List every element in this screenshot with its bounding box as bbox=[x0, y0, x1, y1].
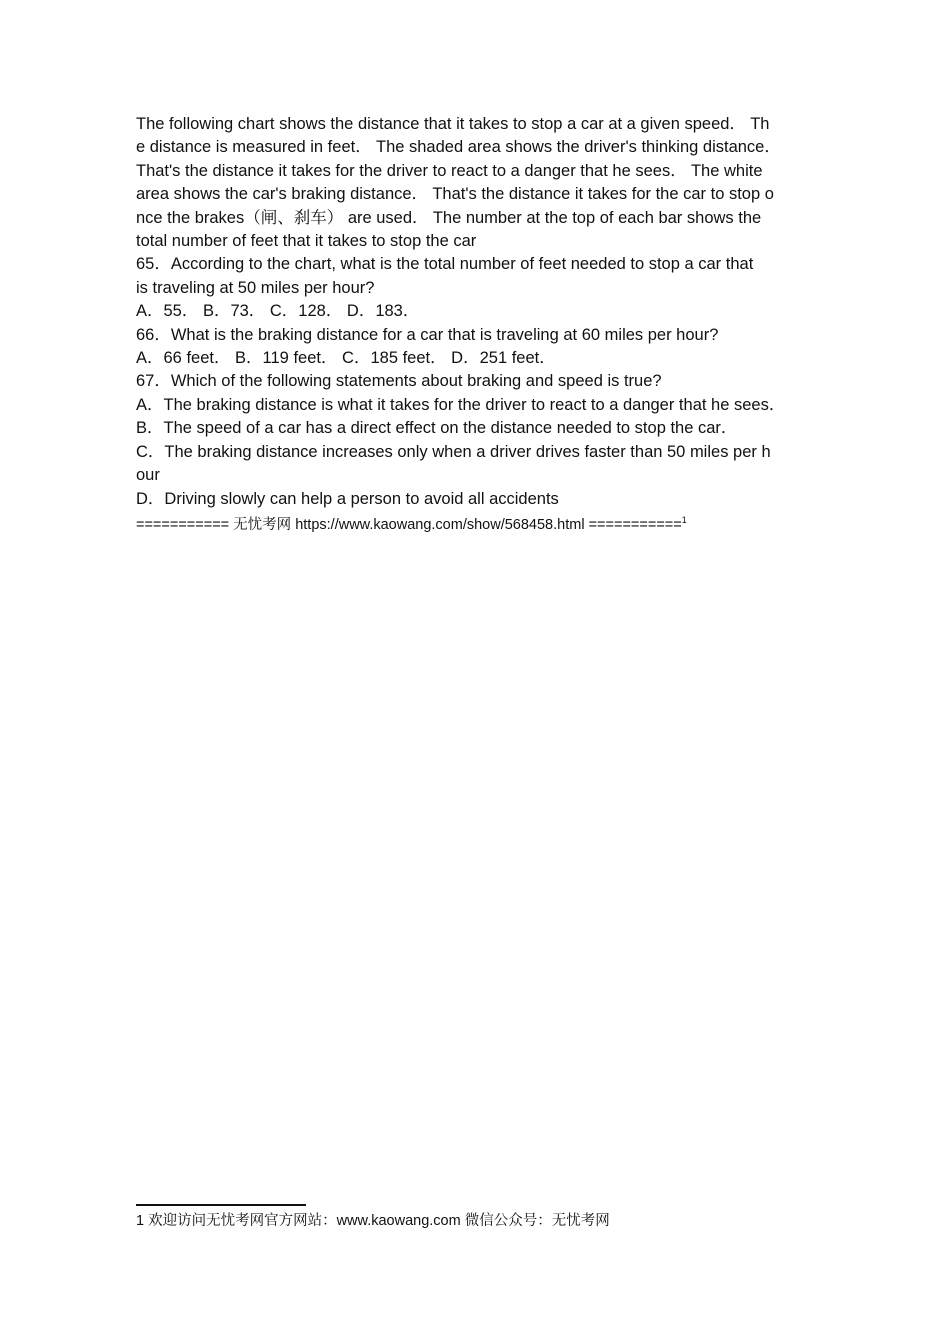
passage-line: total number of feet that it takes to stop the car bbox=[136, 232, 477, 251]
source-separator-text: =========== 无忧考网 https://www.kaowang.com/show/568458.html =========== bbox=[136, 516, 682, 533]
passage-line: nce the brakes（闸、刹车） are used． The number at the top of each bar shows the bbox=[136, 208, 762, 227]
footnote-text: 欢迎访问无忧考网官方网站：www.kaowang.com 微信公众号：无忧考网 bbox=[148, 1213, 610, 1229]
question-options: A．66 feet． B．119 feet． C．185 feet． D．251 feet． bbox=[136, 349, 556, 368]
question-stem: 67．Which of the following statements about braking and speed is true? bbox=[136, 372, 662, 391]
question-stem: 65．According to the chart, what is the total number of feet needed to stop a car that bbox=[136, 255, 754, 274]
question-stem: is traveling at 50 miles per hour? bbox=[136, 278, 375, 297]
option-c-continued: our bbox=[136, 466, 160, 485]
option-d: D．Driving slowly can help a person to avoid all accidents bbox=[136, 489, 559, 508]
option-c: C．The braking distance increases only when a driver drives faster than 50 miles per h bbox=[136, 442, 771, 461]
reading-passage bbox=[136, 113, 816, 253]
question-67 bbox=[136, 370, 816, 510]
passage-line: area shows the car's braking distance． That's the distance it takes for the car to stop o bbox=[136, 185, 774, 204]
source-separator bbox=[136, 510, 816, 535]
footnote-divider bbox=[136, 1204, 306, 1206]
footnote-number: 1 bbox=[136, 1213, 145, 1229]
question-65 bbox=[136, 253, 816, 323]
question-stem: 66．What is the braking distance for a car that is traveling at 60 miles per hour? bbox=[136, 325, 719, 344]
passage-line: e distance is measured in feet． The shaded area shows the driver's thinking distance． bbox=[136, 138, 781, 157]
passage-line: That's the distance it takes for the driver to react to a danger that he sees． The white bbox=[136, 161, 763, 180]
passage-line: The following chart shows the distance that it takes to stop a car at a given speed． Th bbox=[136, 115, 770, 133]
document-body bbox=[136, 113, 816, 535]
option-b: B．The speed of a car has a direct effect on the distance needed to stop the car． bbox=[136, 419, 738, 438]
question-66 bbox=[136, 324, 816, 371]
footnote-reference: 1 bbox=[681, 514, 687, 525]
question-options: A．55． B．73． C．128． D．183． bbox=[136, 302, 420, 321]
footnote bbox=[136, 1211, 610, 1231]
option-a: A．The braking distance is what it takes for the driver to react to a danger that he sees． bbox=[136, 395, 786, 414]
